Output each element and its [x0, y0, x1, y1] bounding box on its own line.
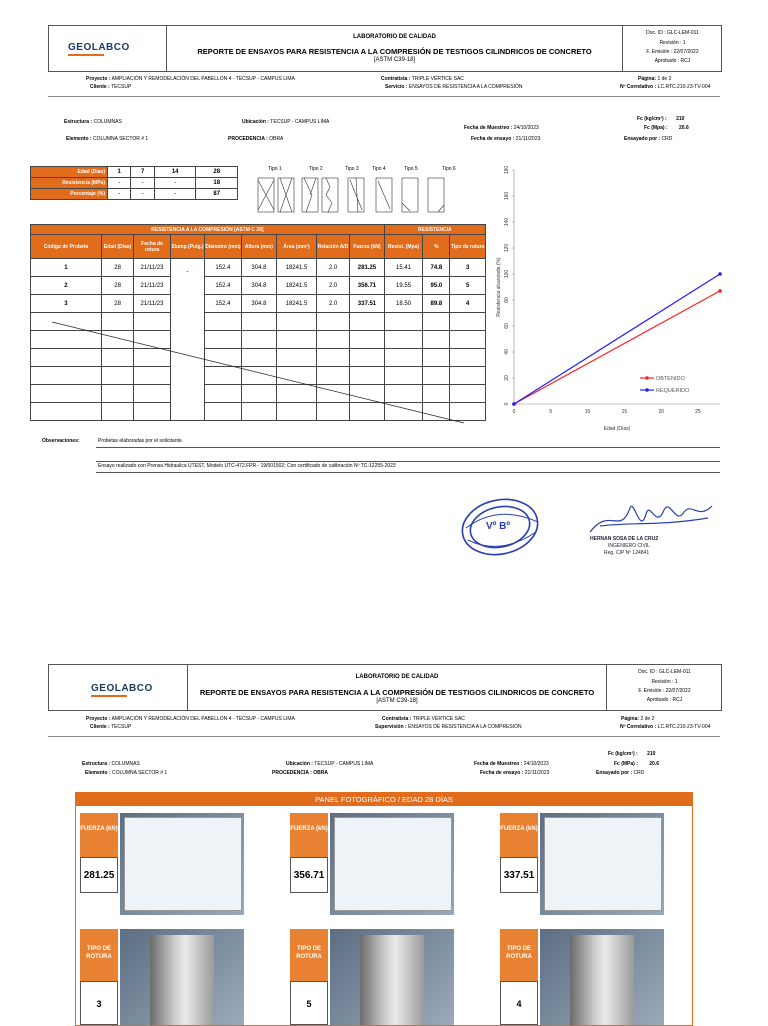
- y-tick-label: 140: [504, 217, 510, 227]
- x-tick-label: 15: [621, 409, 628, 415]
- supervision-value-2: ENSAYOS DE RESISTENCIA A LA COMPRESIÓN: [408, 724, 522, 730]
- col-altura: Altura (mm): [241, 235, 276, 259]
- y-tick-label: 20: [504, 375, 510, 381]
- tipo-5-label: Tipo 5: [404, 166, 418, 172]
- page-2: [0, 664, 768, 1024]
- company-logo: GEOLABCO: [68, 42, 130, 53]
- engineer-title: INGENIERO CIVIL: [608, 543, 650, 549]
- ensayado-label-2: Ensayado por :: [596, 770, 633, 776]
- legend-marker: [645, 388, 649, 392]
- doc-id: Doc. ID : GLC-LEM-011: [646, 30, 699, 36]
- proyecto-value-2: AMPLIACIÓN Y REMODELACIÓN DEL PABELLON 4 - TECSUP - CAMPUS LIMA: [111, 716, 295, 722]
- doc-emision-2: F. Emisión : 22/07/2022: [638, 688, 691, 694]
- y-tick-label: 80: [504, 297, 510, 303]
- col-slump: Slump (Pulg.): [170, 235, 204, 259]
- fc-mpa-value-2: 20.6: [649, 761, 660, 767]
- cliente-label: Cliente :: [90, 84, 110, 90]
- observaciones-label: Observaciones:: [42, 438, 80, 444]
- ubicacion-label-2: Ubicación :: [286, 761, 313, 767]
- x-tick-label: 5: [549, 409, 553, 415]
- age-row-porcentaje: Porcentaje (%) - - - 87: [31, 189, 238, 200]
- pagina-value: 1 de 2: [657, 76, 672, 82]
- contratista-value: TRIPLE VÉRTICE SAC: [411, 76, 464, 82]
- rotura-value-2: 5: [290, 981, 328, 1025]
- table-row: 3 28 21/11/23 152.4 304.8 18241.5 2.0 337.51 18.50 89.8 4: [31, 295, 486, 313]
- astm-code-2: [ASTM C39-18]: [376, 698, 418, 704]
- fuerza-label-1: FUERZA (kN): [80, 813, 118, 857]
- fc-kg-label-2: Fc (kg/cm²) :: [608, 751, 638, 757]
- fc-mpa-label-2: Fc (MPa) :: [614, 761, 638, 767]
- y-tick-label: 100: [504, 269, 510, 279]
- pagina-label-2: Página:: [621, 716, 640, 722]
- procedencia-value-2: OBRA: [313, 770, 328, 776]
- cliente-value: TECSUP: [111, 84, 132, 90]
- tipo-3-label: Tipo 3: [345, 166, 359, 172]
- proyecto-label: Proyecto :: [86, 76, 111, 82]
- ubicacion-value-2: TECSUP - CAMPUS LIMA: [314, 761, 374, 767]
- legend-label: OBTENIDO: [656, 376, 685, 382]
- ensayado-value-2: CRD: [633, 770, 645, 776]
- estructura-label: Estructura :: [64, 119, 93, 125]
- tipo-6-label: Tipo 6: [442, 166, 456, 172]
- correlativo-value: LC.RTC.210-23-TV-004: [657, 84, 711, 90]
- elemento-label-2: Elemento :: [85, 770, 111, 776]
- fc-mpa-label: Fc (Mpa) :: [644, 125, 668, 131]
- muestreo-label-2: Fecha de Muestreo :: [474, 761, 523, 767]
- contratista-label: Contratista :: [381, 76, 411, 82]
- photo-panel-title: PANEL FOTOGRÁFICO / EDAD 28 DÍAS: [76, 793, 692, 806]
- y-tick-label: 120: [504, 243, 510, 253]
- rotura-label-3: TIPO DE ROTURA: [500, 929, 538, 981]
- fuerza-value-2: 356.71: [290, 857, 328, 893]
- y-axis-label: Resistencia alcanzada (%): [496, 257, 502, 317]
- cliente-value-2: TECSUP: [111, 724, 132, 730]
- col-diametro: Diámetro (mm): [205, 235, 242, 259]
- col-relacion: Relación A/D: [316, 235, 349, 259]
- x-tick-label: 25: [695, 409, 701, 415]
- results-table: [30, 224, 486, 421]
- company-logo-2: GEOLABCO: [91, 683, 153, 694]
- proyecto-value: AMPLIACIÓN Y REMODELACIÓN DEL PABELLON 4 - TECSUP - CAMPUS LIMA: [111, 76, 295, 82]
- age-row-edad: Edad (Días) 1 7 14 28: [31, 167, 238, 178]
- engineer-reg: Reg. CIP Nº 124841: [604, 550, 650, 556]
- estructura-value: COLUMNAS: [93, 119, 122, 125]
- age-row-resistencia: Resistencia (MPa) - - - 18: [31, 178, 238, 189]
- machine-screen-photo-2: [330, 813, 454, 915]
- report-title-2: REPORTE DE ENSAYOS PARA RESISTENCIA A LA COMPRESIÓN DE TESTIGOS CILINDRICOS DE CONCRETO: [199, 688, 595, 697]
- fc-mpa-value: 20.6: [679, 125, 689, 131]
- servicio-value: ENSAYOS DE RESISTENCIA A LA COMPRESIÓN: [408, 84, 523, 90]
- procedencia-label-2: PROCEDENCIA :: [272, 770, 312, 776]
- tipo-2-label: Tipo 2: [309, 166, 323, 172]
- rotura-label-1: TIPO DE ROTURA: [80, 929, 118, 981]
- legend-label: REQUERIDO: [656, 388, 690, 394]
- elemento-value-2: COLUMNA SECTOR # 1: [111, 770, 168, 776]
- y-tick-label: 40: [504, 349, 510, 355]
- engineer-name: HERNAN SOSA DE LA CRUZ: [590, 536, 659, 542]
- calibration-note: Ensayo realizado con Prensa Hidraulica UTEST, Modelo UTC-472.FPR - 19/001502; Con certificado de calibración Nº TC-12255-2023: [98, 463, 396, 469]
- ubicacion-value: TECSUP - CAMPUS LIMA: [270, 119, 330, 125]
- doc-revision-2: Revisión : 1: [651, 679, 678, 685]
- col-porcentaje: %: [423, 235, 450, 259]
- lab-name: LABORATORIO DE CALIDAD: [353, 34, 436, 40]
- table-row: 2 28 21/11/23 152.4 304.8 18241.5 2.0 356.71 19.55 95.0 5: [31, 277, 486, 295]
- y-tick-label: 180: [504, 165, 510, 175]
- procedencia-value: OBRA: [269, 136, 284, 142]
- age-summary-table: [30, 166, 238, 200]
- specimen-photo-1: [120, 929, 244, 1025]
- tipo-1-label: Tipo 1: [268, 166, 282, 172]
- correlativo-label-2: Nº Correlativo :: [620, 724, 657, 730]
- y-tick-label: 160: [504, 191, 510, 201]
- contratista-label-2: Contratista :: [382, 716, 412, 722]
- ensayado-label: Ensayado por :: [624, 136, 661, 142]
- machine-screen-photo-1: [120, 813, 244, 915]
- correlativo-value-2: LC.RTC.210-23-TV-004: [657, 724, 711, 730]
- col-fuerza: Fuerza (kN): [350, 235, 385, 259]
- col-resistencia: Resist. (Mpa): [384, 235, 423, 259]
- elemento-value: COLUMNA SECTOR # 1: [92, 136, 149, 142]
- photo-panel: [75, 792, 693, 1026]
- fracture-types-diagram: [252, 166, 472, 216]
- tipo-4-label: Tipo 4: [372, 166, 386, 172]
- machine-screen-photo-3: [540, 813, 664, 915]
- servicio-label: Servicio :: [385, 84, 408, 90]
- slump-value: -: [170, 259, 204, 421]
- x-tick-label: 0: [512, 409, 516, 415]
- lab-name-2: LABORATORIO DE CALIDAD: [355, 674, 439, 680]
- fc-kg-label: Fc (kg/cm²) :: [637, 116, 667, 122]
- rotura-value-1: 3: [80, 981, 118, 1025]
- muestreo-label: Fecha de Muestreo :: [464, 125, 513, 131]
- fuerza-value-3: 337.51: [500, 857, 538, 893]
- engineer-signature: [580, 496, 720, 566]
- estructura-label-2: Estructura :: [82, 761, 111, 767]
- rotura-value-3: 4: [500, 981, 538, 1025]
- pagina-label: Página:: [638, 76, 657, 82]
- estructura-value-2: COLUMNAS: [111, 761, 140, 767]
- procedencia-label: PROCEDENCIA :: [228, 136, 268, 142]
- correlativo-label: Nº Correlativo :: [620, 84, 657, 90]
- ensayo-value-2: 21/11/2023: [524, 770, 550, 776]
- doc-aprobado: Aprobado : RCJ: [654, 58, 691, 64]
- rotura-label-2: TIPO DE ROTURA: [290, 929, 328, 981]
- report-header: [48, 25, 722, 72]
- results-group-title: RESISTENCIA A LA COMPRESIÓN [ASTM C 39]: [31, 225, 385, 235]
- elemento-label: Elemento :: [66, 136, 92, 142]
- observaciones-value: Probetas elaboradas por el solicitante.: [98, 438, 184, 444]
- ensayo-label-2: Fecha de ensayo :: [480, 770, 524, 776]
- photo-group-3: [500, 813, 690, 1025]
- specimen-photo-2: [330, 929, 454, 1025]
- col-area: Área (mm²): [277, 235, 317, 259]
- data-point: [718, 289, 722, 293]
- photo-group-2: [290, 813, 490, 1025]
- doc-emision: F. Emisión : 22/07/2022: [646, 49, 699, 55]
- cliente-label-2: Cliente :: [90, 724, 110, 730]
- muestreo-value: 24/10/2023: [513, 125, 539, 131]
- fc-kg-value-2: 210: [647, 751, 656, 757]
- doc-aprobado-2: Aprobado : RCJ: [646, 697, 683, 703]
- table-row: 1 28 21/11/23 - 152.4 304.8 18241.5 2.0 281.25 15.41 74.8 3: [31, 259, 486, 277]
- fuerza-label-2: FUERZA (kN): [290, 813, 328, 857]
- contratista-value-2: TRIPLE VÉRTICE SAC: [412, 716, 465, 722]
- doc-id-2: Doc. ID : GLC-LEM-011: [638, 669, 691, 675]
- ubicacion-label: Ubicación :: [242, 119, 269, 125]
- fuerza-label-3: FUERZA (kN): [500, 813, 538, 857]
- ensayo-label: Fecha de ensayo :: [471, 136, 515, 142]
- fc-kg-value: 210: [676, 116, 685, 122]
- data-point: [512, 402, 516, 406]
- legend-marker: [645, 376, 649, 380]
- pagina-value-2: 2 de 2: [640, 716, 655, 722]
- data-point: [718, 272, 722, 276]
- fuerza-value-1: 281.25: [80, 857, 118, 893]
- supervision-label-2: Supervisión :: [375, 724, 407, 730]
- muestreo-value-2: 24/10/2023: [523, 761, 549, 767]
- x-tick-label: 10: [584, 409, 591, 415]
- col-codigo: Código de Probeta: [31, 235, 102, 259]
- y-tick-label: 0: [504, 402, 510, 406]
- y-tick-label: 60: [504, 323, 510, 329]
- col-tipo-rotura: Tipo de rotura: [450, 235, 486, 259]
- col-edad: Edad (Días): [101, 235, 133, 259]
- ensayado-value: CRD: [661, 136, 673, 142]
- resistance-group-title: RESISTENCIA: [384, 225, 485, 235]
- series-line-requerido: [514, 274, 720, 404]
- col-fecha: Fecha de rotura: [134, 235, 171, 259]
- stamp-text: Vº Bº: [486, 521, 510, 532]
- specimen-photo-3: [540, 929, 664, 1025]
- ensayo-value: 21/11/2023: [515, 136, 541, 142]
- photo-group-1: [80, 813, 280, 1025]
- x-tick-label: 20: [658, 409, 664, 415]
- report-header-2: [48, 664, 722, 711]
- resistance-chart: [490, 160, 730, 440]
- astm-code: [ASTM C39-18]: [373, 57, 416, 63]
- proyecto-label-2: Proyecto :: [86, 716, 111, 722]
- x-axis-label: Edad (Días): [603, 426, 631, 432]
- lab-stamp: [458, 494, 542, 560]
- doc-revision: Revisión : 1: [659, 40, 686, 46]
- report-title: REPORTE DE ENSAYOS PARA RESISTENCIA A LA COMPRESIÓN DE TESTIGOS CILINDRICOS DE CONCRETO: [197, 47, 592, 56]
